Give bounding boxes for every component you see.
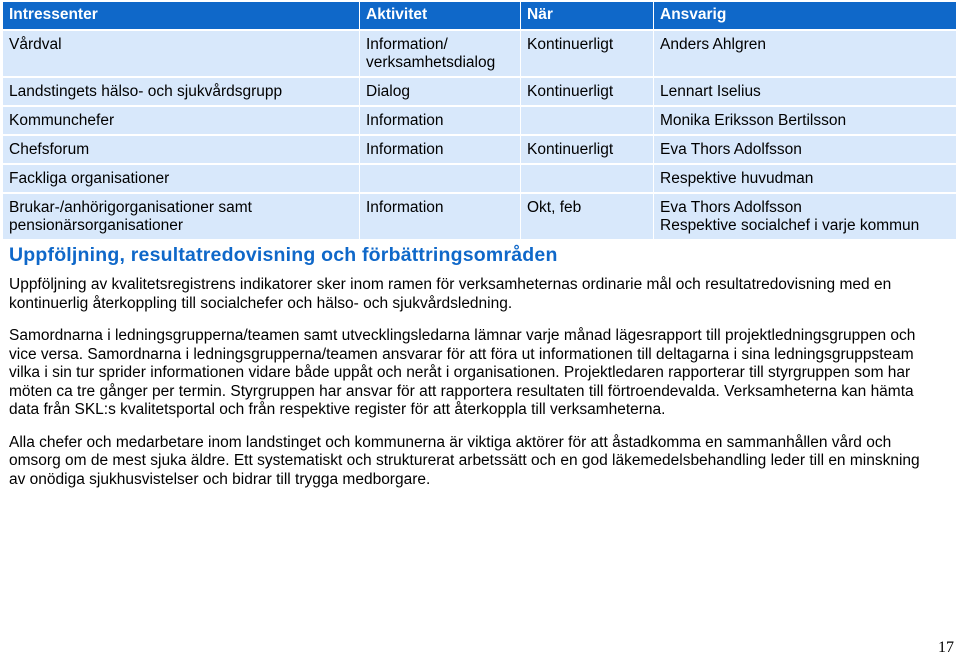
page-number: 17	[938, 639, 954, 656]
table-cell: Information	[360, 193, 521, 240]
table-row	[3, 135, 957, 164]
table-cell: Lennart Iselius	[654, 77, 957, 106]
table-row	[3, 30, 957, 77]
table-cell	[521, 164, 654, 193]
table-cell: Information/ verksamhetsdialog	[360, 30, 521, 77]
table-row	[3, 77, 957, 106]
table-cell: Brukar-/anhörigorganisationer samt pensionärsorganisationer	[3, 193, 360, 240]
table-cell: Kommunchefer	[3, 106, 360, 135]
table-cell: Information	[360, 106, 521, 135]
table-cell: Information	[360, 135, 521, 164]
table-cell	[360, 164, 521, 193]
table-cell: Dialog	[360, 77, 521, 106]
table-row	[3, 193, 957, 240]
table-row	[3, 106, 957, 135]
table-header-row	[3, 2, 957, 31]
followup-section	[9, 244, 939, 489]
table-cell: Kontinuerligt	[521, 135, 654, 164]
section-heading: Uppföljning, resultatredovisning och förbättringsområden	[9, 244, 558, 266]
table-cell: Monika Eriksson Bertilsson	[654, 106, 957, 135]
table-cell: Chefsforum	[3, 135, 360, 164]
column-header-ansvarig: Ansvarig	[654, 2, 957, 31]
column-header-nar: När	[521, 2, 654, 31]
table-cell: Landstingets hälso- och sjukvårdsgrupp	[3, 77, 360, 106]
table-cell: Eva Thors Adolfsson Respektive socialchef i varje kommun	[654, 193, 957, 240]
table-cell: Respektive huvudman	[654, 164, 957, 193]
table-cell	[521, 106, 654, 135]
table-cell: Okt, feb	[521, 193, 654, 240]
table-cell: Fackliga organisationer	[3, 164, 360, 193]
table-row	[3, 164, 957, 193]
table-cell: Eva Thors Adolfsson	[654, 135, 957, 164]
paragraph: Samordnarna i ledningsgrupperna/teamen samt utvecklingsledarna lämnar varje månad lägesrapport till projektledningsgruppen och vice versa. Samordnarna i ledningsgrupperna/teamen ansvarar för att föra ut informationen till deltagarna i sina ledningsgruppsteam vilka i sin tur sprider informationen vidare både uppåt och neråt i organisationen. Projektledaren rapporterar till styrgruppen som har möten ca tre gånger per termin. Styrgruppen har ansvar för att rapportera resultaten till förtroendevalda. Verksamheterna kan hämta data från SKL:s kvalitetsportal och från respektive register för att återkoppla till verksamheterna.	[9, 327, 916, 418]
table-cell: Anders Ahlgren	[654, 30, 957, 77]
column-header-aktivitet: Aktivitet	[360, 2, 521, 31]
paragraph: Alla chefer och medarbetare inom landstinget och kommunerna är viktiga aktörer för att åstadkomma en sammanhållen vård och omsorg om de mest sjuka äldre. Ett systematiskt och strukturerat arbetssätt och en god läkemedelsbehandling leder till en minskning av onödiga sjukhusvistelser och bidrar till trygga medborgare.	[9, 433, 920, 488]
column-header-intressenter: Intressenter	[3, 2, 360, 31]
stakeholder-table	[2, 1, 957, 240]
paragraph: Uppföljning av kvalitetsregistrens indikatorer sker inom ramen för verksamheternas ordinarie mål och resultatredovisning med en kontinuerlig återkoppling till socialchefer och hälso- och sjukvårdsledning.	[9, 276, 892, 312]
table-cell: Kontinuerligt	[521, 30, 654, 77]
table-cell: Vårdval	[3, 30, 360, 77]
table-cell: Kontinuerligt	[521, 77, 654, 106]
